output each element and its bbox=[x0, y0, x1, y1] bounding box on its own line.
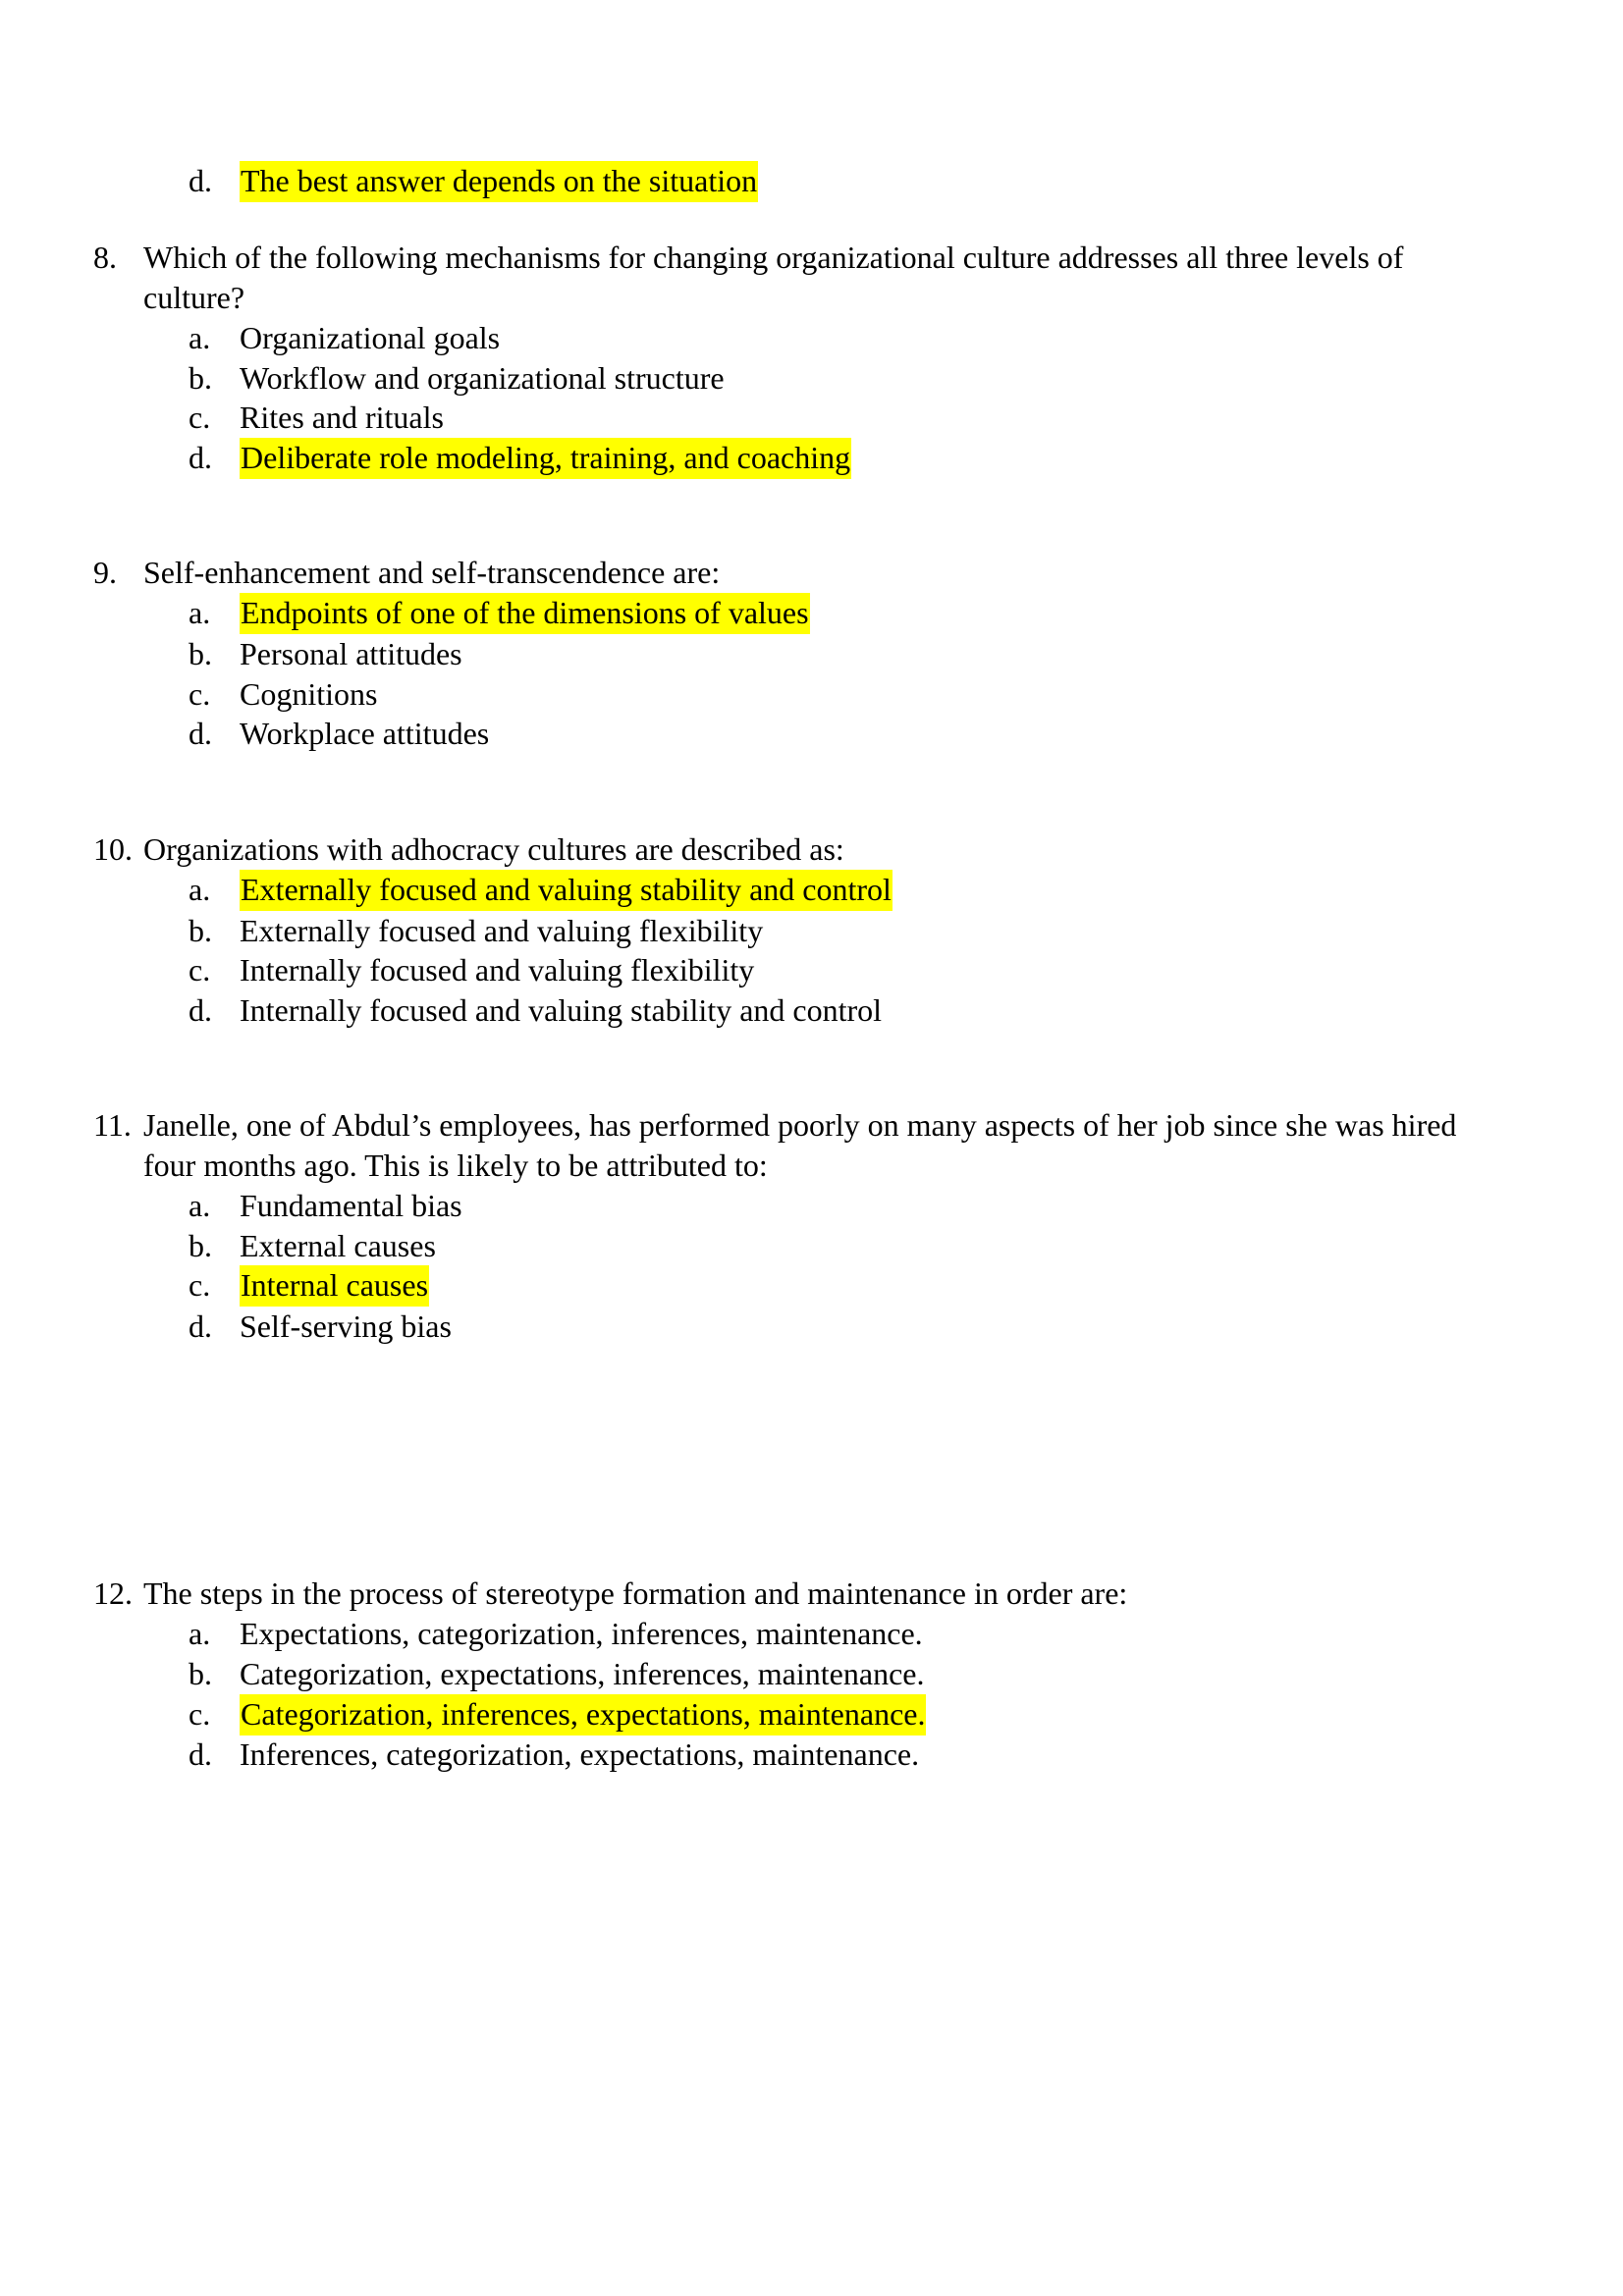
question-number: 10. bbox=[93, 831, 133, 867]
question-line bbox=[0, 1574, 1623, 1614]
question-text: culture? bbox=[143, 280, 245, 315]
option-row bbox=[0, 911, 1623, 951]
option-text: Workflow and organizational structure bbox=[240, 360, 725, 396]
option-letter: a. bbox=[189, 1188, 211, 1223]
option-row bbox=[0, 1614, 1623, 1654]
question-text: Janelle, one of Abdul’s employees, has performed poorly on many aspects of her job since she was hired bbox=[143, 1107, 1457, 1143]
option-letter: c. bbox=[189, 952, 211, 988]
question-line bbox=[0, 553, 1623, 593]
option-text: External causes bbox=[240, 1228, 436, 1263]
option-text: Categorization, expectations, inferences, maintenance. bbox=[240, 1656, 925, 1691]
option-letter: d. bbox=[189, 1308, 212, 1344]
option-letter: d. bbox=[189, 992, 212, 1028]
question-text: four months ago. This is likely to be attributed to: bbox=[143, 1148, 768, 1183]
option-text: Self-serving bias bbox=[240, 1308, 452, 1344]
answer-highlight: Externally focused and valuing stability and control bbox=[240, 870, 893, 911]
option-letter: d. bbox=[189, 440, 212, 475]
option-letter: b. bbox=[189, 360, 212, 396]
option-row bbox=[0, 634, 1623, 674]
option-row bbox=[0, 1265, 1623, 1306]
question-line bbox=[0, 278, 1623, 318]
question-number: 9. bbox=[93, 555, 117, 590]
option-letter: b. bbox=[189, 636, 212, 671]
answer-highlight: The best answer depends on the situation bbox=[240, 161, 758, 202]
answer-highlight: Internal causes bbox=[240, 1265, 429, 1307]
question-number: 8. bbox=[93, 240, 117, 275]
option-letter: d. bbox=[189, 163, 212, 198]
question-text: Self-enhancement and self-transcendence are: bbox=[143, 555, 721, 590]
option-text: Fundamental bias bbox=[240, 1188, 462, 1223]
option-letter: c. bbox=[189, 1267, 211, 1303]
answer-highlight: Categorization, inferences, expectations, maintenance. bbox=[240, 1694, 926, 1735]
option-letter: b. bbox=[189, 1656, 212, 1691]
option-row bbox=[0, 438, 1623, 478]
option-row bbox=[0, 990, 1623, 1031]
question-number: 12. bbox=[93, 1575, 133, 1611]
option-letter: a. bbox=[189, 320, 211, 355]
option-row bbox=[0, 1307, 1623, 1347]
option-letter: c. bbox=[189, 676, 211, 712]
option-row bbox=[0, 1694, 1623, 1735]
option-row bbox=[0, 593, 1623, 633]
question-line bbox=[0, 1146, 1623, 1186]
question-line bbox=[0, 238, 1623, 278]
option-letter: d. bbox=[189, 716, 212, 751]
option-text: Expectations, categorization, inferences, maintenance. bbox=[240, 1616, 923, 1651]
question-text: The steps in the process of stereotype formation and maintenance in order are: bbox=[143, 1575, 1128, 1611]
option-text: Organizational goals bbox=[240, 320, 501, 355]
option-letter: c. bbox=[189, 400, 211, 435]
option-text: Cognitions bbox=[240, 676, 378, 712]
option-letter: a. bbox=[189, 1616, 211, 1651]
option-text: Rites and rituals bbox=[240, 400, 444, 435]
option-letter: a. bbox=[189, 595, 211, 630]
option-text: Personal attitudes bbox=[240, 636, 462, 671]
option-row bbox=[0, 674, 1623, 715]
question-number: 11. bbox=[93, 1107, 132, 1143]
option-text: Internally focused and valuing flexibility bbox=[240, 952, 755, 988]
option-text: Internally focused and valuing stability and control bbox=[240, 992, 883, 1028]
option-text: Workplace attitudes bbox=[240, 716, 490, 751]
option-letter: b. bbox=[189, 913, 212, 948]
option-row bbox=[0, 1226, 1623, 1266]
answer-highlight: Deliberate role modeling, training, and coaching bbox=[240, 438, 851, 479]
option-letter: c. bbox=[189, 1696, 211, 1732]
answer-highlight: Endpoints of one of the dimensions of values bbox=[240, 593, 810, 634]
option-row bbox=[0, 358, 1623, 399]
option-row bbox=[0, 714, 1623, 754]
question-line bbox=[0, 829, 1623, 870]
option-letter: a. bbox=[189, 872, 211, 907]
question-line bbox=[0, 1105, 1623, 1146]
option-letter: d. bbox=[189, 1736, 212, 1772]
option-row bbox=[0, 1735, 1623, 1775]
option-letter: b. bbox=[189, 1228, 212, 1263]
option-row bbox=[0, 870, 1623, 910]
option-text: Inferences, categorization, expectations, maintenance. bbox=[240, 1736, 920, 1772]
option-row bbox=[0, 161, 1623, 201]
option-row bbox=[0, 398, 1623, 438]
option-row bbox=[0, 318, 1623, 358]
option-text: Externally focused and valuing flexibility bbox=[240, 913, 764, 948]
option-row bbox=[0, 950, 1623, 990]
question-text: Which of the following mechanisms for changing organizational culture addresses all three levels of bbox=[143, 240, 1404, 275]
option-row bbox=[0, 1186, 1623, 1226]
question-text: Organizations with adhocracy cultures are described as: bbox=[143, 831, 844, 867]
option-row bbox=[0, 1654, 1623, 1694]
